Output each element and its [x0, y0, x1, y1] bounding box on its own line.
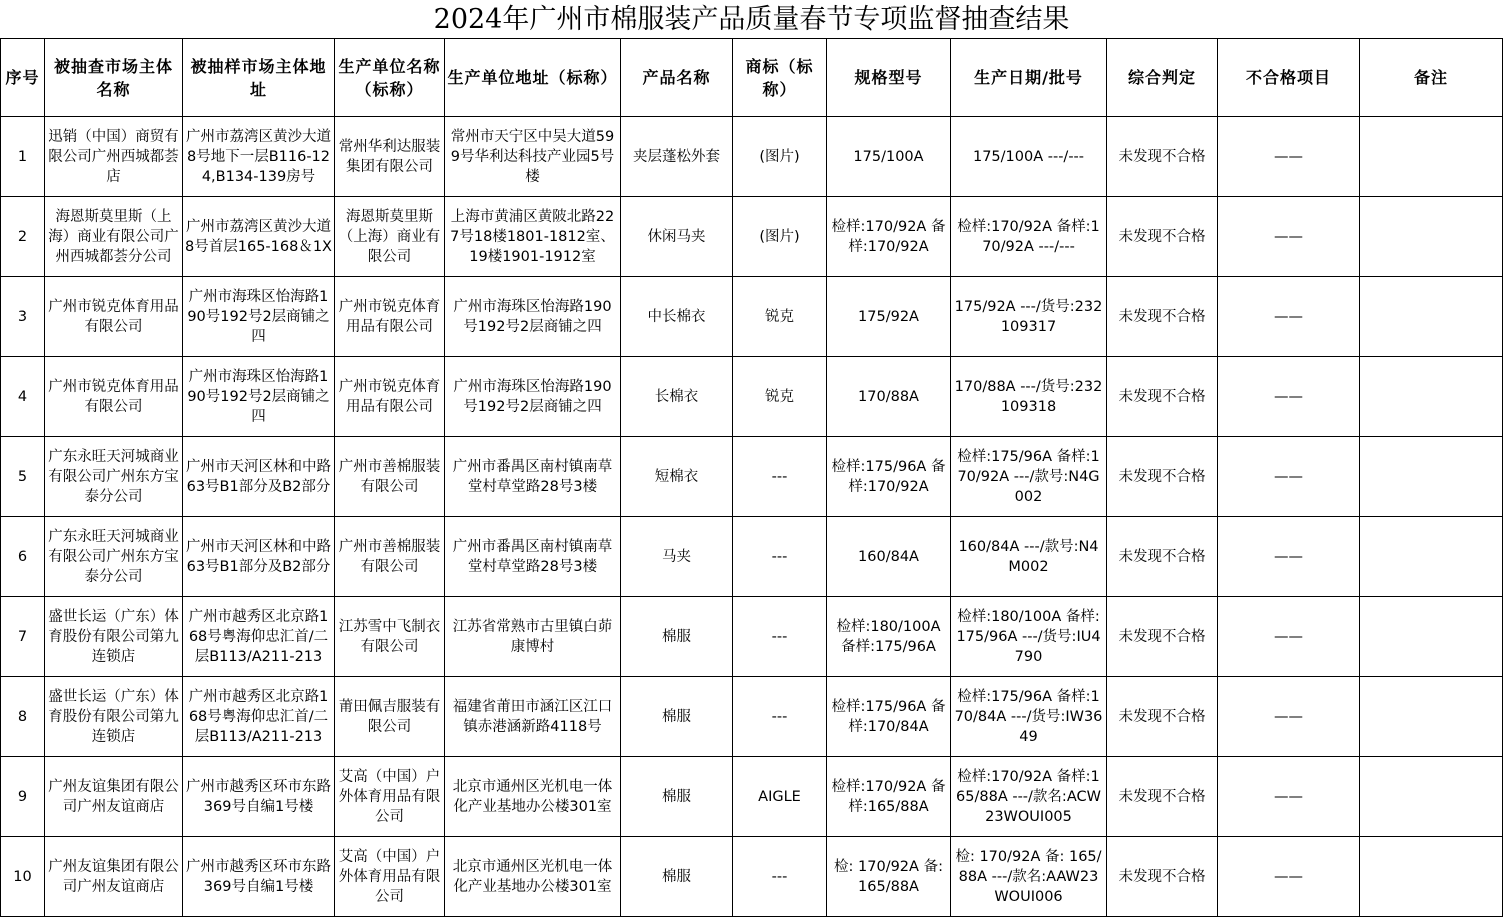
header-seq: 序号	[1, 39, 45, 117]
cell-market-address: 广州市越秀区环市东路369号自编1号楼	[183, 837, 335, 917]
table-row	[1, 437, 1503, 517]
cell-brand: ---	[733, 837, 827, 917]
cell-producer-address: 广州市番禺区南村镇南草堂村草堂路28号3楼	[445, 517, 621, 597]
header-verdict: 综合判定	[1107, 39, 1218, 117]
cell-remark	[1360, 197, 1503, 277]
table-row	[1, 117, 1503, 197]
cell-market: 广东永旺天河城商业有限公司广州东方宝泰分公司	[45, 517, 183, 597]
cell-spec: 检样:180/100A 备样:175/96A	[827, 597, 951, 677]
header-market: 被抽查市场主体名称	[45, 39, 183, 117]
cell-batch: 检样:170/92A 备样:165/88A ---/款名:ACW23WOUI005	[951, 757, 1107, 837]
cell-market-address: 广州市越秀区北京路168号粤海仰忠汇首/二层B113/A211-213	[183, 597, 335, 677]
cell-seq: 8	[1, 677, 45, 757]
cell-market-address: 广州市荔湾区黄沙大道8号地下一层B116-124,B134-139房号	[183, 117, 335, 197]
cell-verdict: 未发现不合格	[1107, 117, 1218, 197]
cell-fail-items: ——	[1218, 117, 1360, 197]
header-fail-items: 不合格项目	[1218, 39, 1360, 117]
cell-producer-address: 上海市黄浦区黄陂北路227号18楼1801-1812室、19楼1901-1912室	[445, 197, 621, 277]
cell-seq: 9	[1, 757, 45, 837]
cell-market: 迅销（中国）商贸有限公司广州西城都荟店	[45, 117, 183, 197]
cell-producer: 广州市善棉服装有限公司	[335, 437, 445, 517]
cell-producer: 艾高（中国）户外体育用品有限公司	[335, 757, 445, 837]
cell-product: 棉服	[621, 677, 733, 757]
cell-remark	[1360, 677, 1503, 757]
cell-verdict: 未发现不合格	[1107, 677, 1218, 757]
cell-batch: 175/92A ---/货号:232109317	[951, 277, 1107, 357]
cell-product: 短棉衣	[621, 437, 733, 517]
cell-product: 棉服	[621, 837, 733, 917]
cell-product: 休闲马夹	[621, 197, 733, 277]
cell-verdict: 未发现不合格	[1107, 437, 1218, 517]
cell-seq: 10	[1, 837, 45, 917]
cell-spec: 160/84A	[827, 517, 951, 597]
cell-brand: 锐克	[733, 277, 827, 357]
cell-fail-items: ——	[1218, 757, 1360, 837]
cell-seq: 6	[1, 517, 45, 597]
cell-producer: 常州华利达服装集团有限公司	[335, 117, 445, 197]
cell-seq: 2	[1, 197, 45, 277]
cell-market: 广州友谊集团有限公司广州友谊商店	[45, 837, 183, 917]
cell-seq: 4	[1, 357, 45, 437]
table-row	[1, 517, 1503, 597]
cell-fail-items: ——	[1218, 357, 1360, 437]
cell-producer: 广州市锐克体育用品有限公司	[335, 277, 445, 357]
header-market-address: 被抽样市场主体地址	[183, 39, 335, 117]
document-title: 2024年广州市棉服装产品质量春节专项监督抽查结果	[433, 4, 1070, 35]
cell-fail-items: ——	[1218, 837, 1360, 917]
cell-brand: ---	[733, 517, 827, 597]
cell-spec: 175/100A	[827, 117, 951, 197]
cell-remark	[1360, 757, 1503, 837]
cell-remark	[1360, 357, 1503, 437]
cell-market-address: 广州市天河区林和中路63号B1部分及B2部分	[183, 437, 335, 517]
cell-market: 海恩斯莫里斯（上海）商业有限公司广州西城都荟分公司	[45, 197, 183, 277]
cell-producer-address: 广州市海珠区怡海路190号192号2层商铺之四	[445, 357, 621, 437]
table-row	[1, 757, 1503, 837]
header-producer-address: 生产单位地址（标称）	[445, 39, 621, 117]
cell-remark	[1360, 117, 1503, 197]
cell-product: 长棉衣	[621, 357, 733, 437]
cell-verdict: 未发现不合格	[1107, 357, 1218, 437]
cell-producer-address: 江苏省常熟市古里镇白茆康博村	[445, 597, 621, 677]
cell-producer-address: 广州市番禺区南村镇南草堂村草堂路28号3楼	[445, 437, 621, 517]
cell-market: 盛世长运（广东）体育股份有限公司第九连锁店	[45, 677, 183, 757]
cell-producer-address: 福建省莆田市涵江区江口镇赤港涵新路4118号	[445, 677, 621, 757]
cell-brand: ---	[733, 437, 827, 517]
cell-producer: 江苏雪中飞制衣有限公司	[335, 597, 445, 677]
cell-spec: 检: 170/92A 备: 165/88A	[827, 837, 951, 917]
cell-brand: 锐克	[733, 357, 827, 437]
header-spec: 规格型号	[827, 39, 951, 117]
cell-brand: ---	[733, 597, 827, 677]
cell-seq: 1	[1, 117, 45, 197]
cell-remark	[1360, 517, 1503, 597]
cell-producer: 艾高（中国）户外体育用品有限公司	[335, 837, 445, 917]
cell-producer-address: 常州市天宁区中吴大道599号华利达科技产业园5号楼	[445, 117, 621, 197]
header-remark: 备注	[1360, 39, 1503, 117]
cell-spec: 175/92A	[827, 277, 951, 357]
cell-market: 广州友谊集团有限公司广州友谊商店	[45, 757, 183, 837]
table-row	[1, 837, 1503, 917]
cell-verdict: 未发现不合格	[1107, 597, 1218, 677]
cell-fail-items: ——	[1218, 517, 1360, 597]
cell-fail-items: ——	[1218, 277, 1360, 357]
cell-market-address: 广州市越秀区北京路168号粤海仰忠汇首/二层B113/A211-213	[183, 677, 335, 757]
cell-producer: 莆田佩吉服装有限公司	[335, 677, 445, 757]
cell-fail-items: ——	[1218, 677, 1360, 757]
cell-market-address: 广州市越秀区环市东路369号自编1号楼	[183, 757, 335, 837]
cell-verdict: 未发现不合格	[1107, 277, 1218, 357]
cell-batch: 170/88A ---/货号:232109318	[951, 357, 1107, 437]
cell-batch: 检样:170/92A 备样:170/92A ---/---	[951, 197, 1107, 277]
cell-spec: 170/88A	[827, 357, 951, 437]
cell-batch: 检样:175/96A 备样:170/92A ---/款号:N4G002	[951, 437, 1107, 517]
table-row	[1, 597, 1503, 677]
cell-producer-address: 北京市通州区光机电一体化产业基地办公楼301室	[445, 757, 621, 837]
cell-market-address: 广州市海珠区怡海路190号192号2层商铺之四	[183, 277, 335, 357]
cell-brand: ---	[733, 677, 827, 757]
cell-seq: 7	[1, 597, 45, 677]
cell-spec: 检样:175/96A 备样:170/92A	[827, 437, 951, 517]
cell-batch: 检样:180/100A 备样:175/96A ---/货号:IU4790	[951, 597, 1107, 677]
cell-remark	[1360, 277, 1503, 357]
cell-verdict: 未发现不合格	[1107, 517, 1218, 597]
cell-market-address: 广州市荔湾区黄沙大道8号首层165-168＆1X	[183, 197, 335, 277]
cell-product: 中长棉衣	[621, 277, 733, 357]
cell-producer: 海恩斯莫里斯（上海）商业有限公司	[335, 197, 445, 277]
table-row	[1, 277, 1503, 357]
table-row	[1, 357, 1503, 437]
header-producer: 生产单位名称（标称）	[335, 39, 445, 117]
cell-spec: 检样:170/92A 备样:170/92A	[827, 197, 951, 277]
cell-remark	[1360, 437, 1503, 517]
cell-batch: 检样:175/96A 备样:170/84A ---/货号:IW3649	[951, 677, 1107, 757]
cell-producer-address: 北京市通州区光机电一体化产业基地办公楼301室	[445, 837, 621, 917]
table-row	[1, 677, 1503, 757]
cell-batch: 175/100A ---/---	[951, 117, 1107, 197]
cell-product: 棉服	[621, 757, 733, 837]
results-table	[0, 38, 1503, 917]
cell-market: 盛世长运（广东）体育股份有限公司第九连锁店	[45, 597, 183, 677]
cell-brand: AIGLE	[733, 757, 827, 837]
cell-fail-items: ——	[1218, 197, 1360, 277]
cell-batch: 检: 170/92A 备: 165/88A ---/款名:AAW23WOUI006	[951, 837, 1107, 917]
header-batch: 生产日期/批号	[951, 39, 1107, 117]
cell-verdict: 未发现不合格	[1107, 197, 1218, 277]
cell-spec: 检样:170/92A 备样:165/88A	[827, 757, 951, 837]
cell-brand: (图片)	[733, 117, 827, 197]
cell-market-address: 广州市海珠区怡海路190号192号2层商铺之四	[183, 357, 335, 437]
cell-producer-address: 广州市海珠区怡海路190号192号2层商铺之四	[445, 277, 621, 357]
cell-remark	[1360, 597, 1503, 677]
cell-producer: 广州市锐克体育用品有限公司	[335, 357, 445, 437]
cell-product: 棉服	[621, 597, 733, 677]
cell-market: 广州市锐克体育用品有限公司	[45, 357, 183, 437]
cell-market: 广东永旺天河城商业有限公司广州东方宝泰分公司	[45, 437, 183, 517]
cell-spec: 检样:175/96A 备样:170/84A	[827, 677, 951, 757]
header-brand: 商标（标称）	[733, 39, 827, 117]
cell-market-address: 广州市天河区林和中路63号B1部分及B2部分	[183, 517, 335, 597]
cell-verdict: 未发现不合格	[1107, 757, 1218, 837]
table-row	[1, 197, 1503, 277]
cell-producer: 广州市善棉服装有限公司	[335, 517, 445, 597]
cell-fail-items: ——	[1218, 437, 1360, 517]
cell-market: 广州市锐克体育用品有限公司	[45, 277, 183, 357]
cell-fail-items: ——	[1218, 597, 1360, 677]
cell-seq: 3	[1, 277, 45, 357]
cell-batch: 160/84A ---/款号:N4M002	[951, 517, 1107, 597]
cell-verdict: 未发现不合格	[1107, 837, 1218, 917]
cell-brand: (图片)	[733, 197, 827, 277]
cell-remark	[1360, 837, 1503, 917]
header-row	[1, 39, 1503, 117]
cell-product: 夹层蓬松外套	[621, 117, 733, 197]
cell-seq: 5	[1, 437, 45, 517]
cell-product: 马夹	[621, 517, 733, 597]
header-product: 产品名称	[621, 39, 733, 117]
